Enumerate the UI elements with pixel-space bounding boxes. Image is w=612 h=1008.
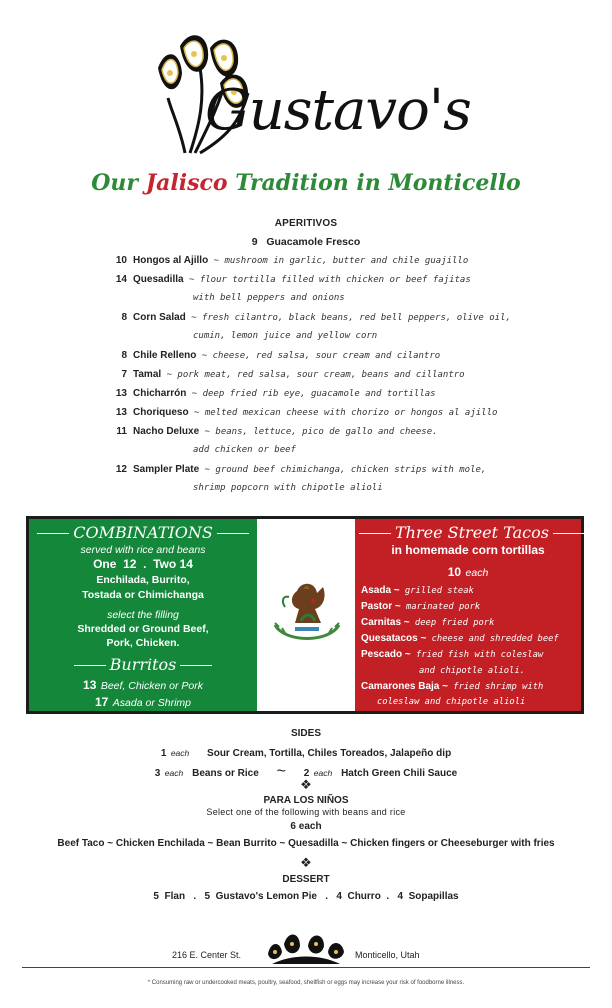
combinations-section [29,519,257,711]
sides-row: 3 each Beans or Rice ~ 2 each Hatch Green Chili Sauce [154,763,458,780]
street-tacos-title: Three Street Tacos [355,523,581,542]
menu-item: 14 Quesadilla ~ flour tortilla filled with chicken or beef fajitas [115,274,471,285]
taco-item: Camarones Baja ~ fried shrimp with [361,681,544,692]
filling-options: Shredded or Ground Beef, [77,623,209,635]
filling-label: select the filling [107,609,179,621]
menu-item-continuation: with bell peppers and onions [193,293,345,303]
street-tacos-price: 10 each [447,565,489,579]
taco-item-continuation: coleslaw and chipotle alioli [377,697,526,707]
taco-item-continuation: and chipotle alioli. [419,666,525,676]
sides-row: 1 each Sour Cream, Tortilla, Chiles Toreados, Jalapeño dip [160,748,452,759]
menu-item-continuation: shrimp popcorn with chipotle alioli [193,483,383,493]
menu-item: 8 Chile Relleno ~ cheese, red salsa, sour cream and cilantro [121,350,441,361]
taco-item: Pastor ~ marinated pork [361,601,481,612]
burrito-item: 17 Asada or Shrimp [94,695,191,709]
menu-item: 11 Nacho Deluxe ~ beans, lettuce, pico de gallo and cheese. [116,426,438,437]
dessert-items: 5 Flan . 5 Gustavo's Lemon Pie . 4 Churro . 4 Sopapillas [153,891,459,902]
footer-disclaimer: * Consuming raw or undercooked meats, poultry, seafood, shellfish or eggs may increase your risk of foodborne illness. [147,980,465,986]
menu-item-continuation: cumin, lemon juice and yellow corn [193,331,378,341]
taco-item: Quesatacos ~ cheese and shredded beef [361,633,559,644]
ninos-price: 6 each [290,821,322,832]
menu-item: 13 Choriqueso ~ melted mexican cheese with chorizo or hongos al ajillo [115,407,498,418]
filling-options: Pork, Chicken. [106,637,180,649]
brand-name: Gustavo's [205,78,471,143]
combinations-pricing: One 12 . Two 14 [93,557,193,571]
flag-white-band [257,519,355,711]
menu-item: 7 Tamal ~ pork meat, red salsa, sour cream, beans and cillantro [121,369,465,380]
diamond-ornament-icon: ❖ [300,855,312,870]
menu-item: 10 Hongos al Ajillo ~ mushroom in garlic, butter and chile guajillo [115,255,469,266]
ninos-items: Beef Taco ~ Chicken Enchilada ~ Bean Burrito ~ Quesadilla ~ Chicken fingers or Cheeseburger with fries [57,838,555,849]
menu-item: 8 Corn Salad ~ fresh cilantro, black beans, red bell peppers, olive oil, [121,312,511,323]
taco-item: Carnitas ~ deep fried pork [361,617,495,628]
footer-address: 216 E. Center St. [172,950,242,960]
calla-lily-logo-icon [262,924,350,964]
combinations-choices: Tostada or Chimichanga [82,589,204,601]
street-tacos-subtitle: in homemade corn tortillas [391,543,545,557]
dessert-heading: DESSERT [282,874,330,885]
ninos-subtitle: Select one of the following with beans and rice [206,807,406,817]
diamond-ornament-icon: ❖ [300,777,312,792]
taco-item: Pescado ~ fried fish with coleslaw [361,649,544,660]
ninos-heading: PARA LOS NIÑOS [263,795,349,806]
mexican-eagle-emblem-icon [265,577,349,649]
menu-item-continuation: add chicken or beef [193,445,296,455]
menu-item: 13 Chicharrón ~ deep fried rib eye, guacamole and tortillas [115,388,436,399]
tagline: Our Jalisco Tradition in Monticello [91,170,521,196]
sides-heading: SIDES [290,728,321,739]
combinations-title: COMBINATIONS [29,523,257,542]
menu-item: 12 Sampler Plate ~ ground beef chimichanga, chicken strips with mole, [115,464,487,475]
combinations-subtitle: served with rice and beans [80,544,206,556]
street-tacos-section [355,519,581,711]
aperitivos-heading: APERITIVOS [274,218,338,229]
flag-panel [26,516,584,714]
combinations-choices: Enchilada, Burrito, [96,574,190,586]
burritos-title: Burritos [29,655,257,674]
footer-divider [22,967,590,968]
featured-item: 9 Guacamole Fresco [251,236,361,248]
taco-item: Asada ~ grilled steak [361,585,474,596]
footer-city: Monticello, Utah [355,950,420,960]
burrito-item: 13 Beef, Chicken or Pork [83,678,203,692]
